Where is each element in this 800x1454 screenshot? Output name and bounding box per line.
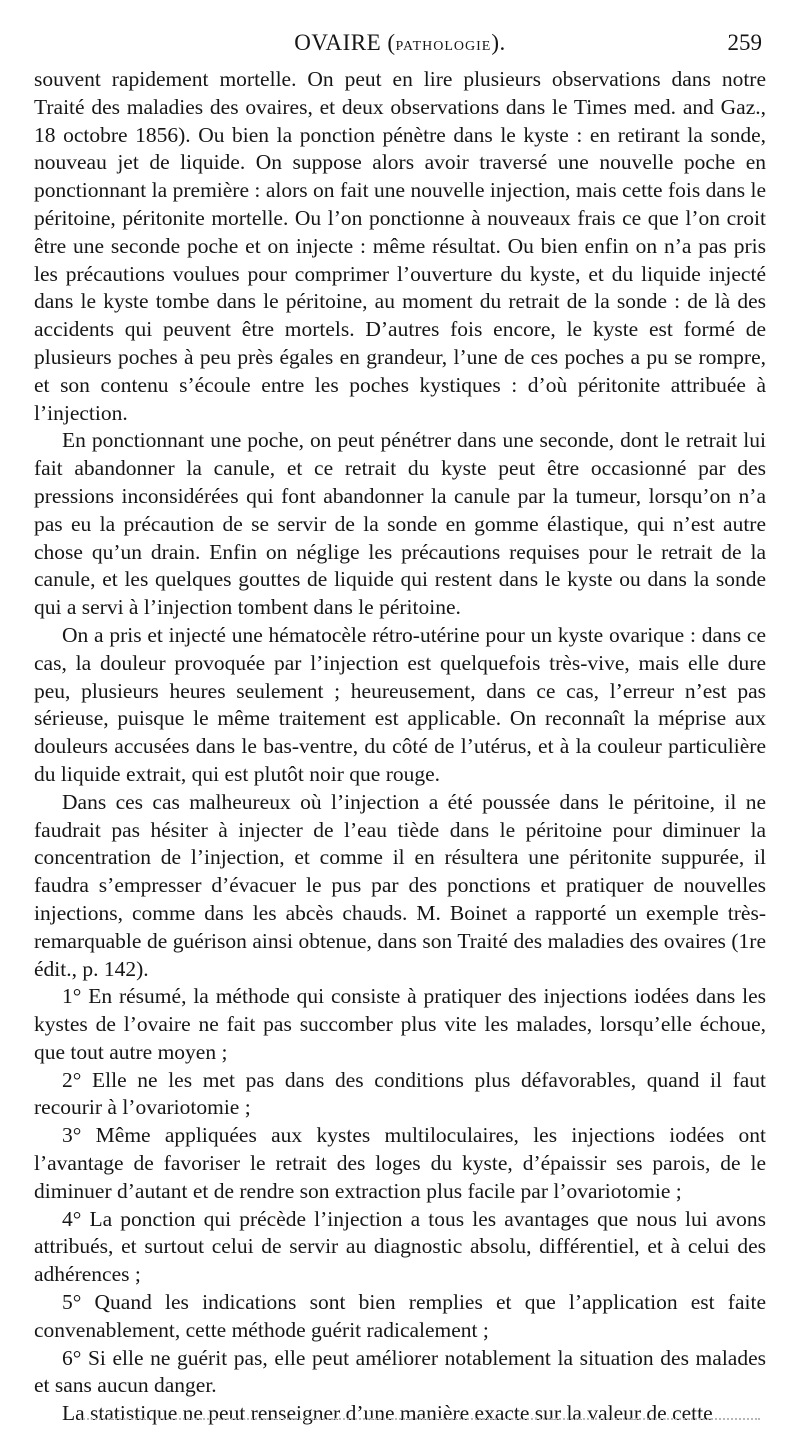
paragraph: La statistique ne peut renseigner d’une manière exacte sur la valeur de cette (62, 1401, 713, 1426)
paragraph: En ponctionnant une poche, on peut pénétrer dans une seconde, dont le retrait lui fait abandonner la canule, et ce retrait du kyste peut être occasionné par des pressions inconsidérées qui font abandonner la canule par la tumeur, lorsqu’on n’a pas eu la précaution de se servir de la sonde en gomme élastique, qui n’est autre chose qu’un drain. Enfin on néglige les précautions requises pour le retrait de la canule, et les quelques gouttes de liquide qui restent dans le kyste ou dans la sonde qui a servi à l’injection tombent dans le péritoine. (34, 428, 766, 620)
paragraph: Dans ces cas malheureux où l’injection a été poussée dans le péritoine, il ne faudrait pas hésiter à injecter de l’eau tiède dans le péritoine pour diminuer la concentration de l’injection, et comme il en résultera une péritonite suppurée, il faudra s’empresser d’évacuer le pus par des ponctions et pratiquer de nouvelles injections, comme dans les abcès chauds. M. Boinet a rapporté un exemple très-remarquable de guérison ainsi obtenue, dans son Traité des maladies des ovaires (1re édit., p. 142). (34, 789, 766, 981)
running-title-subtitle: PATHOLOGIE (395, 39, 492, 54)
running-title (34, 30, 766, 56)
page-number: 259 (727, 30, 762, 55)
paragraph: souvent rapidement mortelle. On peut en lire plusieurs observations dans notre Traité des maladies des ovaires, et deux observations dans le Times med. and Gaz., 18 octobre 1856). Ou bien la ponction pénètre dans le kyste : en retirant la sonde, nouveau jet de liquide. On suppose alors avoir traversé une nouvelle poche en ponctionnant la première : alors on fait une nouvelle injection, mais cette fois dans le péritoine, péritonite mortelle. Ou l’on ponctionne à nouveaux frais ce que l’on croit être une seconde poche et on injecte : même résultat. Ou bien enfin on n’a pas pris les précautions voulues pour comprimer l’ouverture du kyste, et du liquide injecté dans le kyste tombe dans le péritoine, au moment du retrait de la sonde : de là des accidents qui peuvent être mortels. D’autres fois encore, le kyste est formé de plusieurs poches à peu près égales en grandeur, l’une de ces poches a pu se rompre, et son contenu s’écoule entre les poches kystiques : d’où péritonite attribuée à l’injection. (34, 67, 766, 425)
list-item: 4° La ponction qui précède l’injection a tous les avantages que nous lui avons attribués, et surtout celui de servir au diagnostic absolu, différentiel, et à celui des adhérences ; (34, 1206, 766, 1287)
page-header (34, 24, 766, 64)
paragraph: On a pris et injecté une hématocèle rétro-utérine pour un kyste ovarique : dans ce cas, la douleur provoquée par l’injection est quelquefois très-vive, mais elle dure peu, plusieurs heures seulement ; heureusement, dans ce cas, l’erreur n’est pas sérieuse, puisque le même traitement est applicable. On reconnaît la méprise aux douleurs accusées dans le bas-ventre, du côté de l’utérus, et à la couleur particulière du liquide extrait, qui est plutôt noir que rouge. (34, 622, 766, 786)
running-title-end: ). (491, 30, 506, 55)
list-item: 2° Elle ne les met pas dans des conditions plus défavorables, quand il faut recourir à l’ovariotomie ; (34, 1067, 766, 1120)
footer-divider (80, 1418, 760, 1420)
running-title-main: OVAIRE ( (294, 30, 396, 55)
list-item: 3° Même appliquées aux kystes multiloculaires, les injections iodées ont l’avantage de favoriser le retrait des loges du kyste, d’épaissir ses parois, de le diminuer d’autant et de rendre son extraction plus facile par l’ovariotomie ; (34, 1123, 766, 1203)
body-text (34, 66, 766, 1428)
list-item: 5° Quand les indications sont bien remplies et que l’application est faite convenablement, cette méthode guérit radicalement ; (34, 1290, 766, 1342)
list-item: 6° Si elle ne guérit pas, elle peut améliorer notablement la situation des malades et sans aucun danger. (34, 1345, 766, 1398)
list-item: 1° En résumé, la méthode qui consiste à pratiquer des injections iodées dans les kystes de l’ovaire ne fait pas succomber plus vite les malades, lorsqu’elle échoue, que tout autre moyen ; (34, 984, 766, 1064)
